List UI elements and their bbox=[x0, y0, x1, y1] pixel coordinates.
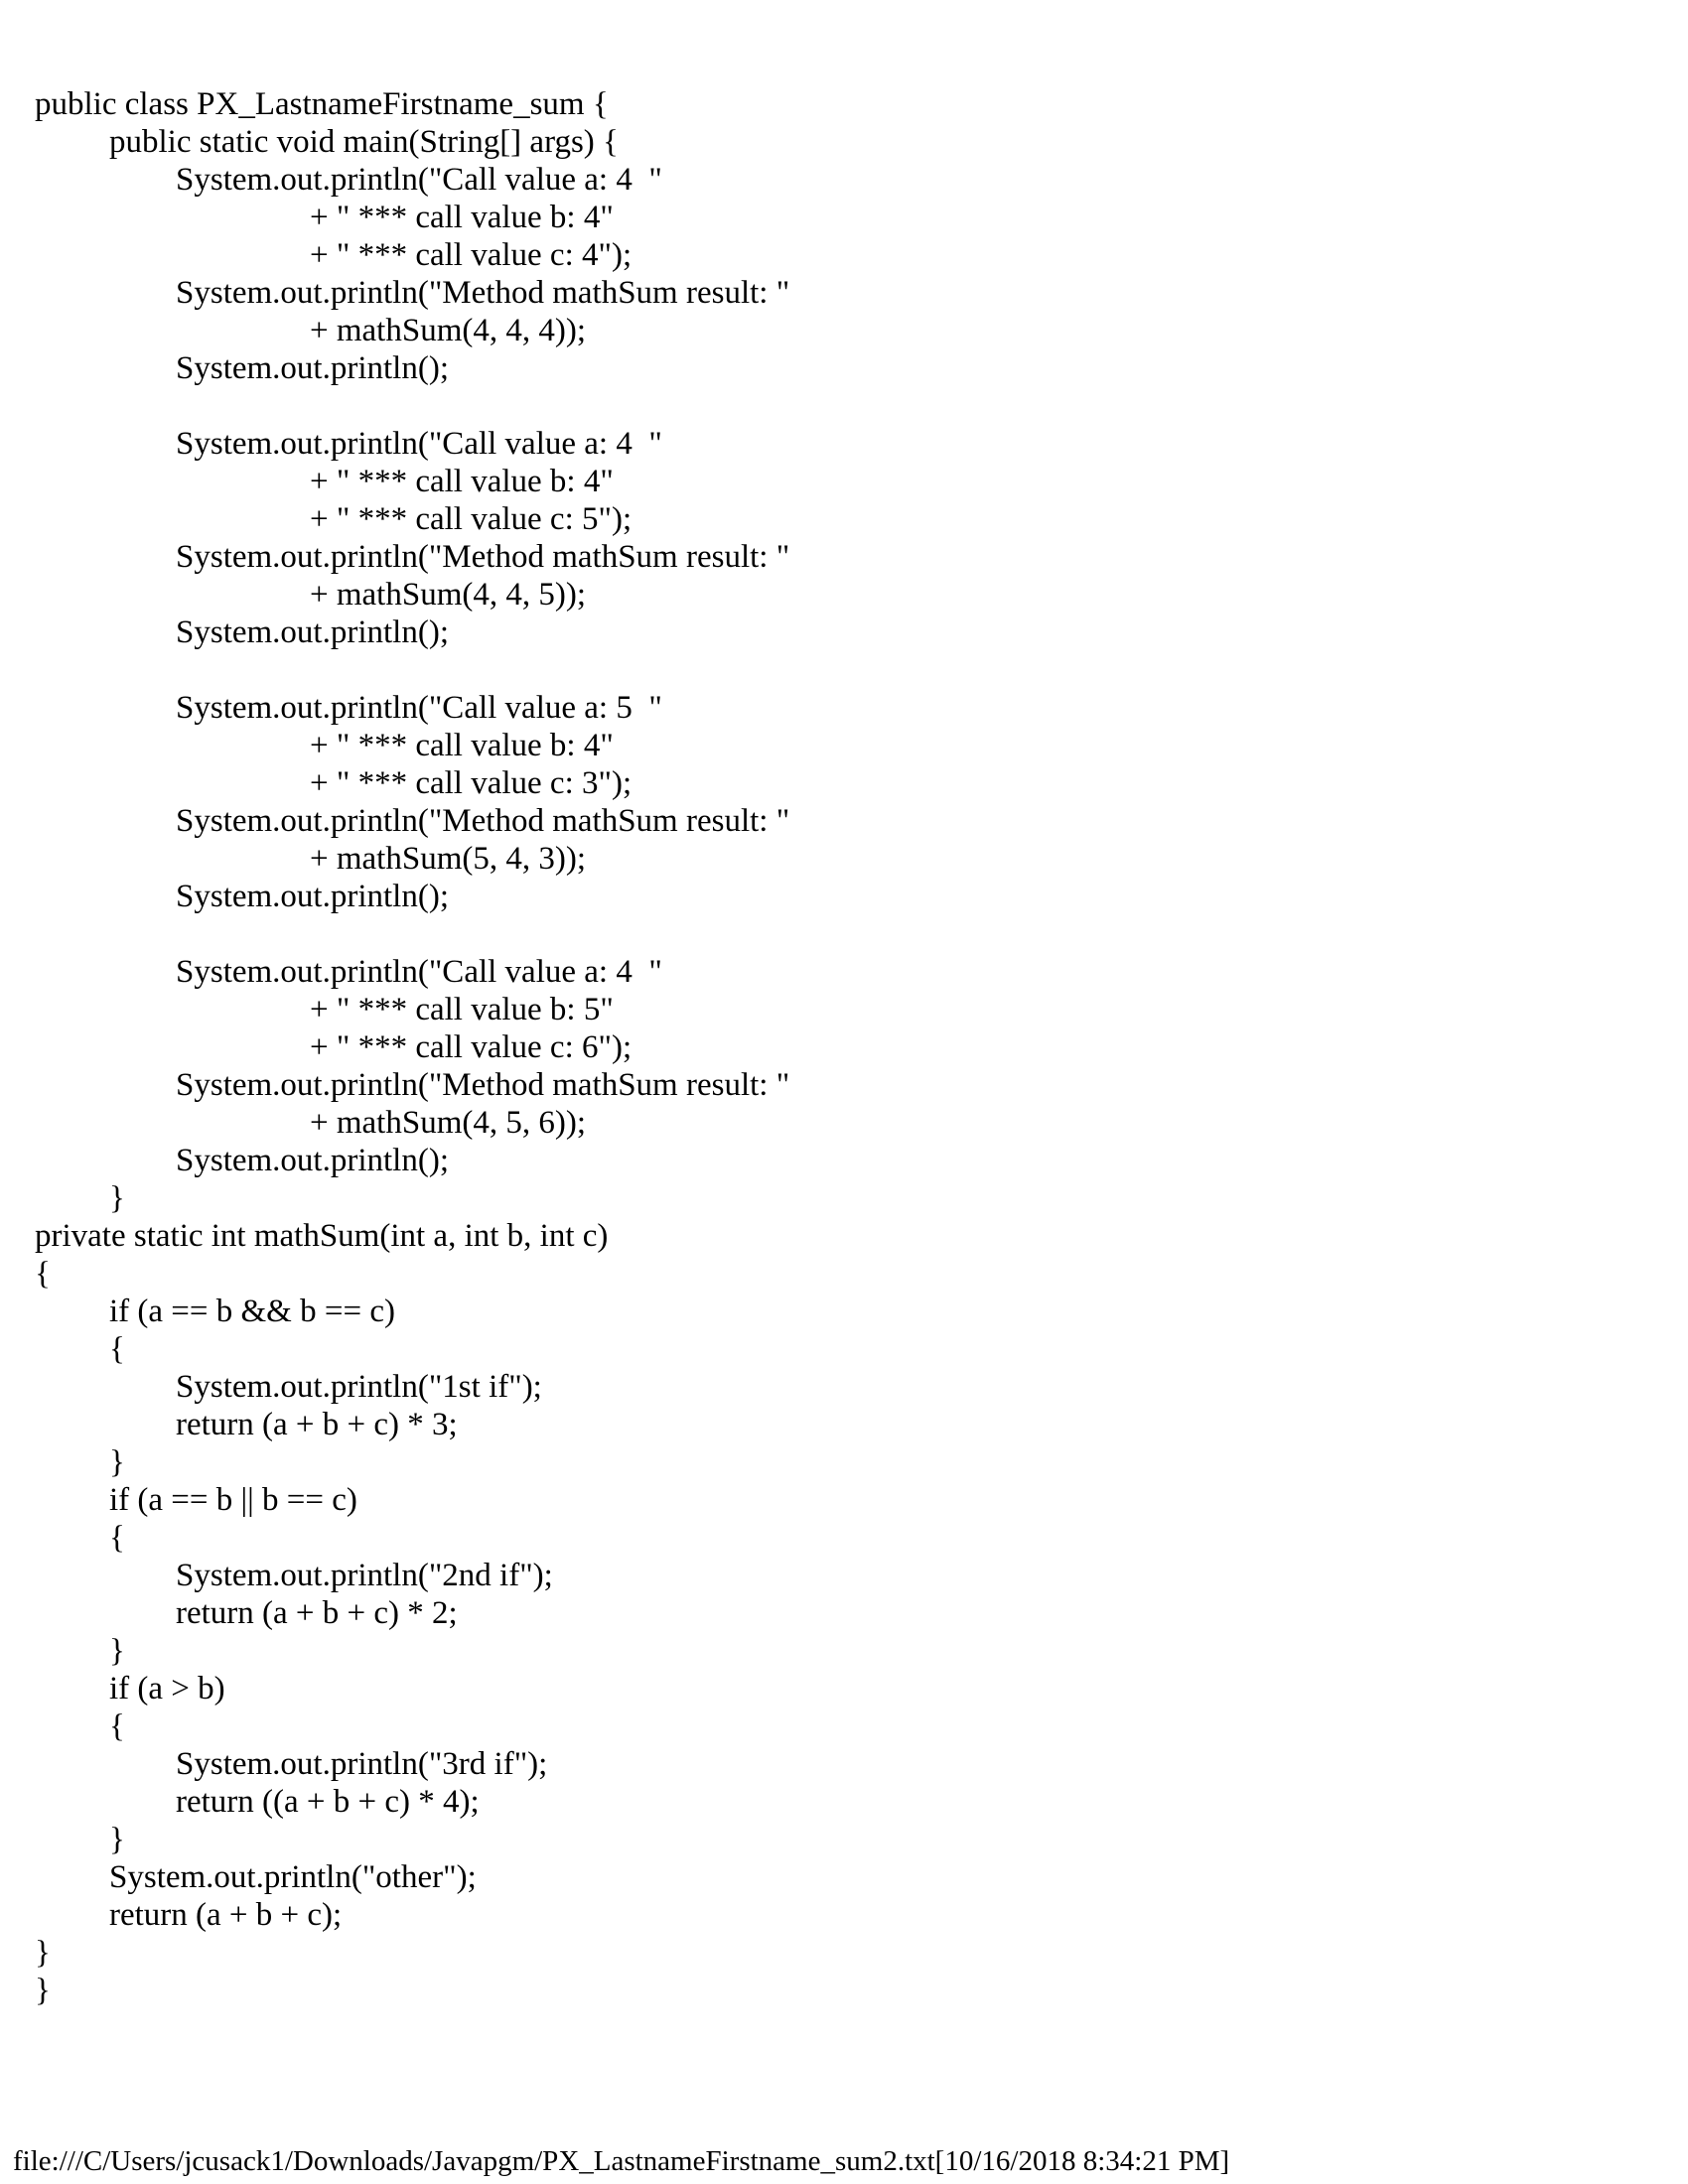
code-line: + " *** call value b: 4" bbox=[310, 200, 614, 235]
code-line: public static void main(String[] args) { bbox=[109, 124, 619, 160]
code-line: + " *** call value c: 6"); bbox=[310, 1029, 633, 1065]
code-line: System.out.println("Method mathSum result: " bbox=[176, 275, 790, 311]
code-line: } bbox=[35, 1935, 51, 1971]
code-line: System.out.println("Call value a: 5 " bbox=[176, 690, 662, 726]
code-block bbox=[0, 85, 1688, 2009]
code-line: + " *** call value c: 5"); bbox=[310, 501, 633, 537]
code-line: if (a > b) bbox=[109, 1671, 225, 1706]
code-line: System.out.println(); bbox=[176, 879, 449, 914]
code-line: } bbox=[109, 1822, 125, 1857]
code-line: + " *** call value c: 3"); bbox=[310, 765, 633, 801]
code-line: return (a + b + c); bbox=[109, 1897, 343, 1933]
code-line: + mathSum(4, 4, 4)); bbox=[310, 313, 587, 348]
code-line: System.out.println("Call value a: 4 " bbox=[176, 954, 662, 990]
code-line: System.out.println("3rd if"); bbox=[176, 1746, 548, 1782]
code-line: return ((a + b + c) * 4); bbox=[176, 1784, 480, 1820]
code-line: private static int mathSum(int a, int b, int c) bbox=[35, 1218, 609, 1254]
code-line: + " *** call value b: 5" bbox=[310, 992, 614, 1027]
code-line: { bbox=[35, 1256, 51, 1292]
code-line: + " *** call value c: 4"); bbox=[310, 237, 633, 273]
code-line: System.out.println("Call value a: 4 " bbox=[176, 162, 662, 198]
code-line: System.out.println("2nd if"); bbox=[176, 1558, 553, 1593]
code-line: public class PX_LastnameFirstname_sum { bbox=[35, 86, 609, 122]
code-line bbox=[0, 651, 1688, 689]
code-line: return (a + b + c) * 2; bbox=[176, 1595, 458, 1631]
code-line: System.out.println("Method mathSum result: " bbox=[176, 803, 790, 839]
code-line: { bbox=[109, 1331, 125, 1367]
code-line: { bbox=[109, 1708, 125, 1744]
code-line: System.out.println(); bbox=[176, 1143, 449, 1178]
code-line: { bbox=[109, 1520, 125, 1556]
code-line: + mathSum(5, 4, 3)); bbox=[310, 841, 587, 877]
code-line: System.out.println(); bbox=[176, 614, 449, 650]
code-line bbox=[0, 387, 1688, 425]
code-line: + " *** call value b: 4" bbox=[310, 464, 614, 499]
code-line: } bbox=[109, 1633, 125, 1669]
code-line: System.out.println("Method mathSum result: " bbox=[176, 539, 790, 575]
code-line: + mathSum(4, 5, 6)); bbox=[310, 1105, 587, 1141]
code-line: System.out.println("1st if"); bbox=[176, 1369, 542, 1405]
code-line: return (a + b + c) * 3; bbox=[176, 1407, 458, 1442]
code-line: System.out.println(); bbox=[176, 350, 449, 386]
code-line bbox=[0, 915, 1688, 953]
code-line: + " *** call value b: 4" bbox=[310, 728, 614, 763]
code-line: System.out.println("Call value a: 4 " bbox=[176, 426, 662, 462]
code-line: } bbox=[109, 1180, 125, 1216]
code-line: + mathSum(4, 4, 5)); bbox=[310, 577, 587, 613]
code-line: System.out.println("Method mathSum result: " bbox=[176, 1067, 790, 1103]
code-line: } bbox=[109, 1444, 125, 1480]
code-line: System.out.println("other"); bbox=[109, 1859, 477, 1895]
code-line: if (a == b || b == c) bbox=[109, 1482, 357, 1518]
code-line: if (a == b && b == c) bbox=[109, 1294, 395, 1329]
code-line: } bbox=[35, 1973, 51, 2008]
print-footer-filepath: file:///C/Users/jcusack1/Downloads/Javapgm/PX_LastnameFirstname_sum2.txt[10/16/2018 8:34:21 PM] bbox=[13, 2145, 1230, 2177]
